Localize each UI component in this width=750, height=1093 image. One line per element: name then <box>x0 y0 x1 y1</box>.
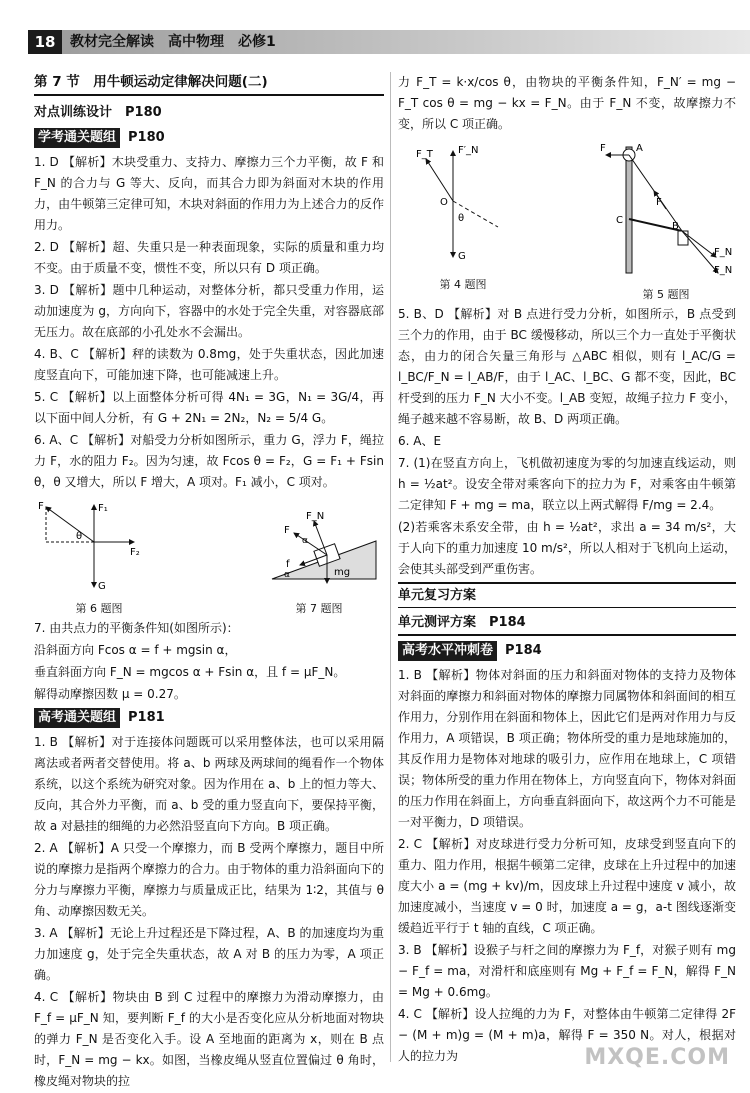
fig6-label-F1: F₁ <box>98 503 108 514</box>
fig4-label-G: G <box>458 251 466 262</box>
exam-answer-6: 6. A、E <box>398 434 442 448</box>
exam-answer-7-part-2: (2)若乘客未系安全带，由 h = ½at²，求出 a = 34 m/s²，大于人向下的重力加速度 10 m/s²，所以人相对于飞机向上运动，会使其头部受到严重伤害。 <box>398 520 736 576</box>
figure-6-diagram <box>34 497 164 593</box>
figure-4-diagram <box>398 139 528 269</box>
tag-page-2: P181 <box>128 710 165 725</box>
figures-6-7 <box>34 497 384 616</box>
tag-row-3 <box>398 640 736 661</box>
exam-answer-1: 1. B 【解析】对于连接体问题既可以采用整体法，也可以采用隔离法或者两者交替使用。将 a、b 两球及两球间的绳看作一个物体系统，以这个系统为研究对象。因为作用在 a、b 上的恒力等大、反向，其合外力平衡，而 a、b 受的重力竖直向下，要保持平衡，故 a 对悬挂的细绳的力必然沿竖直向下方向。B 项正确。 <box>34 735 384 833</box>
test-answer-2: 2. C 【解析】对皮球进行受力分析可知，皮球受到竖直向下的重力、阻力作用，根据牛顿第二定律，皮球在上升过程中的加速度大小 a = (mg + kv)/m，因皮球上升过程中速度 v 减小，故加速度减小，当速度 v = 0 时，加速度 a = g，a-t 图线逐渐变缓趋近平行于 t 轴的直线，C 项正确。 <box>398 837 736 935</box>
answer-4: 4. B、C 【解析】秤的读数为 0.8mg，处于失重状态，因此加速度竖直向下，可能加速下降，也可能减速上升。 <box>34 347 384 382</box>
fig7-label-alpha1: α <box>302 536 308 546</box>
figure-4-caption: 第 4 题图 <box>439 278 487 291</box>
unit-test-heading: 单元测评方案 P184 <box>398 612 736 636</box>
exam-answer-2: 2. A 【解析】A 只受一个摩擦力，而 B 受两个摩擦力，题目中所说的摩擦力是指两个摩擦力的合力。由于物体的重力沿斜面向下的分力与摩擦力平衡，摩擦力与质量成正比，结果为 1∶2，其值与 θ 角、动摩擦因数无关。 <box>34 841 384 918</box>
answer-1: 1. D 【解析】木块受重力、支持力、摩擦力三个力平衡，故 F 和 F_N 的合力与 G 等大、反向，而其合力即为斜面对木块的作用力，由牛顿第三定律可知，木块对斜面的作用力为上述合力的反作用力。 <box>34 155 384 232</box>
fig7-label-F: F <box>284 525 290 536</box>
exam-answer-4-cont: 力 F_T = k·x/cos θ，由物块的平衡条件知，F_N′ = mg − F_T cos θ = mg − kx = F_N。由于 F_N 不变，故摩擦力不变，所以 C 项正确。 <box>398 75 736 131</box>
tag-page-1: P180 <box>128 130 165 145</box>
tag-xuekao: 学考通关题组 <box>34 128 120 148</box>
figure-7 <box>254 497 384 616</box>
exam-answer-4: 4. C 【解析】物块由 B 到 C 过程中的摩擦力为滑动摩擦力，由 F_f = μF_N 知，要判断 F_f 的大小是否变化应从分析地面对物块的弹力 F_N 是否变化入手。设 A 至地面的距离为 x，则在 B 点时，F_N = mg − kx。如图，当橡皮绳从竖直位置偏过 θ 角时，橡皮绳对物块的拉 <box>34 990 384 1088</box>
fig5-label-F2: F <box>656 197 662 208</box>
answer-7-line-3: 垂直斜面方向 F_N = mgcos α + Fsin α，且 f = μF_N。 <box>34 665 346 679</box>
fig6-label-F2: F₂ <box>130 547 140 558</box>
tag-gaokao: 高考通关题组 <box>34 708 120 728</box>
figure-5-diagram <box>596 139 736 279</box>
answer-6: 6. A、C 【解析】对船受力分析如图所示，重力 G，浮力 F，绳拉力 F，水的阻力 F₂。因为匀速，故 Fcos θ = F₂，G = F₁ + Fsin θ，θ 又增大，所以 F 增大，A 项对。F₁ 减小，C 项对。 <box>34 433 384 489</box>
column-divider <box>390 72 391 1062</box>
fig6-label-F: F <box>38 501 44 512</box>
fig7-label-alpha2: α <box>284 570 290 580</box>
answer-7-line-1: 7. 由共点力的平衡条件知(如图所示)： <box>34 621 239 635</box>
figure-6 <box>34 497 164 616</box>
fig7-label-mg: mg <box>334 567 351 578</box>
drill-heading: 对点训练设计 P180 <box>34 105 162 120</box>
fig5-label-FN2: F_N <box>714 265 733 276</box>
fig5-label-F: F <box>600 143 606 154</box>
answer-3: 3. D 【解析】题中几种运动，对整体分析，都只受重力作用，运动加速度为 g，方向向下，容器中的水处于完全失重，对容器底部无压力。故在底部的小孔处水不会漏出。 <box>34 283 384 339</box>
answer-2: 2. D 【解析】超、失重只是一种表面现象，实际的质量和重力均不变。由于质量不变，惯性不变，所以只有 D 项正确。 <box>34 240 384 275</box>
test-answer-1: 1. B 【解析】物体对斜面的压力和斜面对物体的支持力及物体对斜面的摩擦力和斜面对物体的摩擦力同属物体和斜面间的相互作用力，分别作用在斜面和物体上，因此它们是两对作用力与反作用力，A 项错误，B 项正确；物体所受的重力是地球施加的，其反作用力是物体对地球的吸引力，应作用在地球上，C 项错误；物体所受的重力作用在物体上，方向竖直向下，物体对斜面的压力作用在斜面上，方向垂直斜面向下，故这两个力不可能是一对平衡力，D 项错误。 <box>398 668 736 829</box>
book-title: 教材完全解读 高中物理 必修1 <box>70 34 276 50</box>
fig4-label-theta: θ <box>458 213 465 224</box>
fig6-label-theta: θ <box>76 531 83 542</box>
left-column <box>34 72 384 1093</box>
figure-7-caption: 第 7 题图 <box>295 602 343 615</box>
answer-7-line-2: 沿斜面方向 Fcos α = f + mgsin α， <box>34 643 237 657</box>
fig5-label-B: B <box>672 221 679 232</box>
exam-answer-7-part-1: 7. (1)在竖直方向上，飞机做初速度为零的匀加速直线运动，则 h = ½at²。设安全带对乘客向下的拉力为 F，对乘客由牛顿第二定律知 F + mg = ma，联立以上两式解得 F/mg = 2.4。 <box>398 456 736 512</box>
figure-5 <box>596 139 736 302</box>
unit-review-heading: 单元复习方案 <box>398 582 736 608</box>
tag-row-1 <box>34 127 384 148</box>
exam-answer-5: 5. B、D 【解析】对 B 点进行受力分析，如图所示，B 点受到三个力的作用，由于 BC 缓慢移动，所以三个力一直处于平衡状态，由力的闭合矢量三角形与 △ABC 相似，则有 l_AC/G = l_BC/F_N = l_AB/F，由于 l_AC、l_BC、G 都不变，因此，BC 杆受到的压力 F_N 大小不变。l_AB 变短，故绳子拉力 F 变小，绳子越来越不容易断，故 B、D 两项正确。 <box>398 307 736 426</box>
fig4-label-O: O <box>440 197 448 208</box>
test-answer-4: 4. C 【解析】设人拉绳的力为 F，对整体由牛顿第二定律得 2F − (M + m)g = (M + m)a，解得 F = 350 N。对人，根据对人的拉力为 <box>398 1007 736 1063</box>
right-column <box>398 72 736 1068</box>
tag-row-2 <box>34 707 384 728</box>
figures-4-5 <box>398 139 736 302</box>
answer-5: 5. C 【解析】以上面整体分析可得 4N₁ = 3G，N₁ = 3G/4，再以下面中间人分析，有 G + 2N₁ = 2N₂，N₂ = 5/4 G。 <box>34 390 384 425</box>
figure-6-caption: 第 6 题图 <box>75 602 123 615</box>
fig7-label-f: f <box>286 559 290 570</box>
watermark: MXQE.COM <box>584 1045 730 1070</box>
figure-5-caption: 第 5 题图 <box>642 288 690 301</box>
page-number: 18 <box>28 30 62 54</box>
fig6-label-G: G <box>98 581 106 592</box>
figure-7-diagram <box>254 497 384 593</box>
fig4-label-FN: F′_N <box>458 145 479 156</box>
tag-page-3: P184 <box>505 643 542 658</box>
fig7-label-FN: F_N <box>306 511 325 522</box>
answer-7-line-4: 解得动摩擦因数 μ = 0.27。 <box>34 687 186 701</box>
exam-answer-3: 3. A 【解析】无论上升过程还是下降过程，A、B 的加速度均为重力加速度 g，处于完全失重状态，故 A 对 B 的压力为零，A 项正确。 <box>34 926 384 982</box>
fig5-label-C: C <box>616 215 623 226</box>
test-answer-3: 3. B 【解析】设猴子与杆之间的摩擦力为 F_f，对猴子则有 mg − F_f = ma，对滑杆和底座则有 Mg + F_f = F_N，解得 F_N = Mg + 0.6mg。 <box>398 943 736 999</box>
fig5-label-A: A <box>636 143 643 154</box>
fig5-label-FN1: F_N <box>714 247 733 258</box>
tag-chongci: 高考水平冲刺卷 <box>398 641 497 661</box>
fig4-label-FT: F_T <box>416 149 433 160</box>
section-title: 第 7 节 用牛顿运动定律解决问题(二) <box>34 72 384 96</box>
figure-4 <box>398 139 528 302</box>
page-header <box>28 30 750 54</box>
